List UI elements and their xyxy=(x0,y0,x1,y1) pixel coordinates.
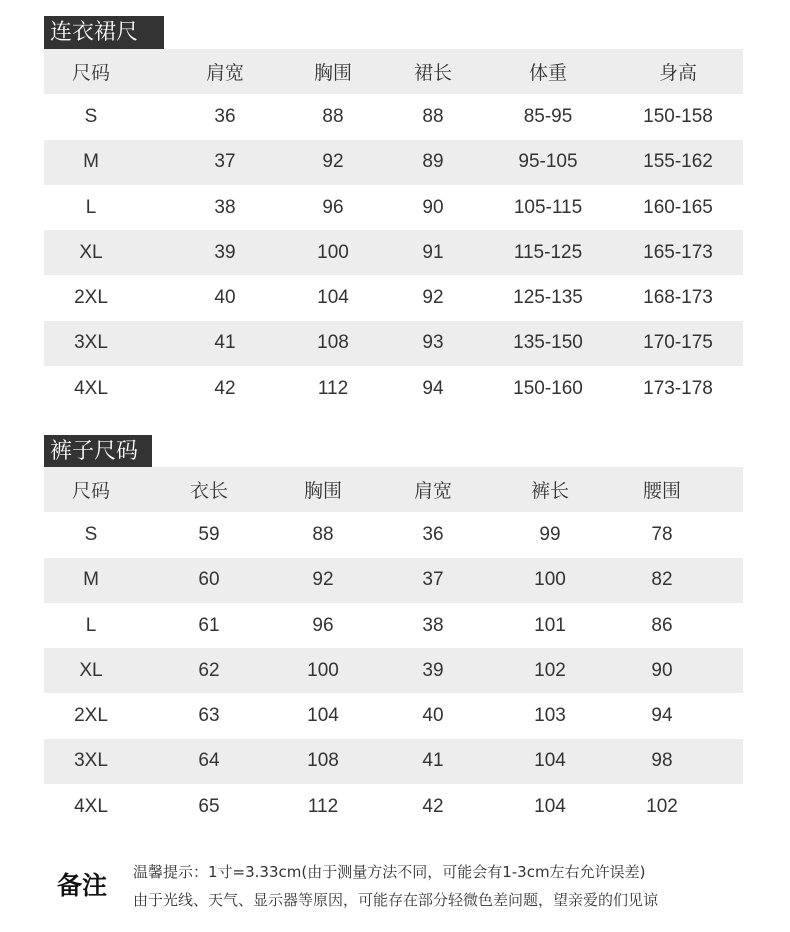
table-cell: 86 xyxy=(651,614,673,636)
table-cell: 115-125 xyxy=(513,241,583,263)
table-cell: XL xyxy=(79,241,103,263)
table-row xyxy=(44,275,743,320)
notes-label: 备注 xyxy=(57,871,108,900)
table-cell: 90 xyxy=(651,659,673,681)
table-cell: 39 xyxy=(214,241,236,263)
notes-color-line: 由于光线、天气、显示器等原因，可能存在部分轻微色差问题，望亲爱的们见谅 xyxy=(133,891,659,909)
table-row xyxy=(44,321,743,366)
table-cell: 94 xyxy=(651,705,673,727)
table-cell: 135-150 xyxy=(513,332,583,354)
column-header: 裙长 xyxy=(413,62,452,85)
table-cell: 96 xyxy=(312,614,334,636)
table-cell: 102 xyxy=(534,659,566,681)
table-cell: S xyxy=(84,105,98,127)
table-cell: 59 xyxy=(198,523,220,545)
pants-size-table xyxy=(44,467,743,829)
table-cell: 88 xyxy=(422,105,444,127)
table-row xyxy=(44,94,743,139)
table-cell: 4XL xyxy=(74,377,108,399)
column-header: 肩宽 xyxy=(413,480,452,503)
column-header: 尺码 xyxy=(71,480,110,503)
table-cell: 42 xyxy=(422,795,444,817)
table-row xyxy=(44,784,743,829)
table-cell: 82 xyxy=(651,569,673,591)
table-cell: 125-135 xyxy=(513,287,583,309)
table-cell: 85-95 xyxy=(523,105,573,127)
table-row xyxy=(44,512,743,557)
table-cell: 98 xyxy=(651,750,673,772)
table-cell: 112 xyxy=(317,377,349,399)
table-row xyxy=(44,648,743,693)
table-row xyxy=(44,366,743,411)
table-cell: S xyxy=(84,523,98,545)
table-cell: 64 xyxy=(198,750,220,772)
table-cell: 88 xyxy=(312,523,334,545)
table-cell: 104 xyxy=(534,750,566,772)
column-header: 体重 xyxy=(528,62,567,85)
table-cell: 160-165 xyxy=(643,196,713,218)
table-cell: 108 xyxy=(317,332,349,354)
column-header: 尺码 xyxy=(71,62,110,85)
table-cell: M xyxy=(83,151,99,173)
column-header: 腰围 xyxy=(642,480,681,503)
table-cell: 91 xyxy=(422,241,444,263)
table-cell: 2XL xyxy=(74,705,108,727)
table-cell: 100 xyxy=(317,241,349,263)
table-cell: 104 xyxy=(317,287,349,309)
table-cell: 42 xyxy=(214,377,236,399)
table-cell: 100 xyxy=(307,659,339,681)
pants-size-title: 裤子尺码 xyxy=(44,435,152,469)
table-cell: 78 xyxy=(651,523,673,545)
column-header: 裤长 xyxy=(530,480,569,503)
table-cell: 37 xyxy=(214,151,236,173)
table-cell: 104 xyxy=(307,705,339,727)
table-cell: 61 xyxy=(198,614,220,636)
column-header: 身高 xyxy=(658,62,697,85)
table-cell: 92 xyxy=(422,287,444,309)
table-header-row xyxy=(44,467,743,512)
table-cell: 2XL xyxy=(74,287,108,309)
table-cell: 63 xyxy=(198,705,220,727)
table-cell: 150-160 xyxy=(513,377,583,399)
notes-tip-line: 温馨提示：1寸=3.33cm(由于测量方法不同，可能会有1-3cm左右允许误差) xyxy=(133,863,646,881)
table-cell: 94 xyxy=(422,377,444,399)
table-cell: 92 xyxy=(322,151,344,173)
table-cell: 36 xyxy=(422,523,444,545)
table-cell: 103 xyxy=(534,705,566,727)
table-cell: 104 xyxy=(534,795,566,817)
column-header: 衣长 xyxy=(189,480,228,503)
dress-size-table xyxy=(44,49,743,411)
table-cell: L xyxy=(85,196,97,218)
table-row xyxy=(44,603,743,648)
table-cell: 39 xyxy=(422,659,444,681)
table-cell: 173-178 xyxy=(643,377,713,399)
table-cell: 37 xyxy=(422,569,444,591)
table-cell: 105-115 xyxy=(513,196,583,218)
dress-size-title: 连衣裙尺 xyxy=(44,16,164,50)
table-cell: 3XL xyxy=(74,332,108,354)
table-cell: M xyxy=(83,569,99,591)
table-row xyxy=(44,185,743,230)
table-cell: 36 xyxy=(214,105,236,127)
table-cell: 3XL xyxy=(74,750,108,772)
table-cell: 112 xyxy=(307,795,339,817)
table-row xyxy=(44,140,743,185)
table-cell: 90 xyxy=(422,196,444,218)
table-cell: 102 xyxy=(646,795,678,817)
table-cell: 65 xyxy=(198,795,220,817)
table-cell: 99 xyxy=(539,523,561,545)
table-cell: 41 xyxy=(422,750,444,772)
table-cell: 88 xyxy=(322,105,344,127)
table-cell: 108 xyxy=(307,750,339,772)
table-cell: 40 xyxy=(214,287,236,309)
table-header-row xyxy=(44,49,743,94)
table-cell: 96 xyxy=(322,196,344,218)
table-cell: 93 xyxy=(422,332,444,354)
table-cell: 89 xyxy=(422,151,444,173)
table-cell: 100 xyxy=(534,569,566,591)
table-row xyxy=(44,693,743,738)
table-cell: XL xyxy=(79,659,103,681)
column-header: 肩宽 xyxy=(205,62,244,85)
table-cell: 40 xyxy=(422,705,444,727)
table-cell: 165-173 xyxy=(643,241,713,263)
table-cell: L xyxy=(85,614,97,636)
column-header: 胸围 xyxy=(303,480,342,503)
table-cell: 38 xyxy=(214,196,236,218)
table-cell: 101 xyxy=(534,614,566,636)
column-header: 胸围 xyxy=(313,62,352,85)
table-cell: 62 xyxy=(198,659,220,681)
table-cell: 4XL xyxy=(74,795,108,817)
table-cell: 170-175 xyxy=(643,332,713,354)
table-cell: 38 xyxy=(422,614,444,636)
table-row xyxy=(44,739,743,784)
table-cell: 168-173 xyxy=(643,287,713,309)
table-cell: 92 xyxy=(312,569,334,591)
table-cell: 155-162 xyxy=(643,151,713,173)
table-cell: 95-105 xyxy=(518,151,578,173)
table-row xyxy=(44,230,743,275)
table-cell: 41 xyxy=(214,332,236,354)
table-row xyxy=(44,558,743,603)
table-cell: 60 xyxy=(198,569,220,591)
table-cell: 150-158 xyxy=(643,105,713,127)
